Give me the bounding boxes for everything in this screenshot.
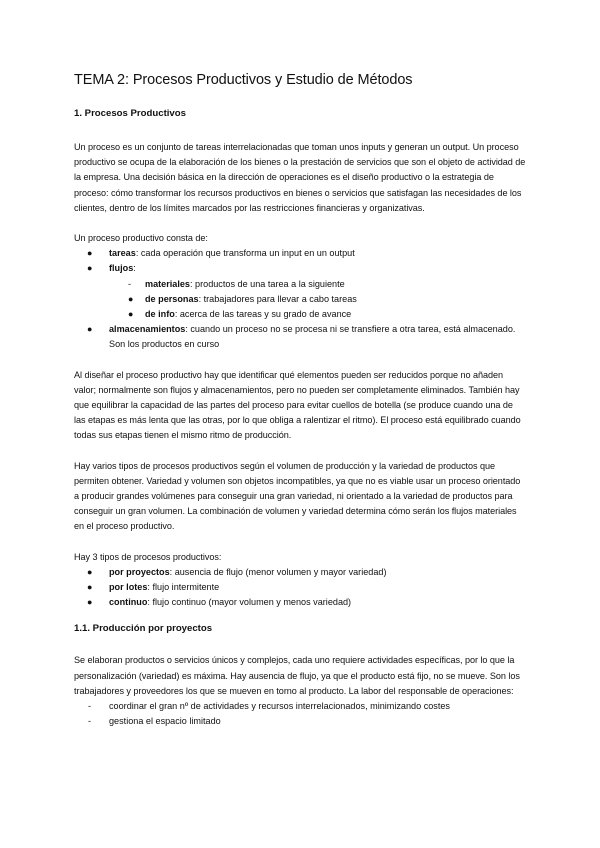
bullet-icon: ● [128,293,134,304]
list-item: ● flujos: [74,261,526,276]
bullet-icon: ● [87,582,93,593]
bullet-icon: ● [128,309,134,320]
list-item: - gestiona el espacio limitado [74,714,526,729]
section-heading: 1. Procesos Productivos [74,108,186,119]
list-item: ● tareas: cada operación que transforma un input en un output [74,246,526,261]
list-item: ● almacenamientos: cuando un proceso no se procesa ni se transfiere a otra tarea, está almacenado. Son los productos en curso [87,324,516,350]
tasks-list [74,699,526,729]
bullet-icon: ● [87,566,93,577]
paragraph: Al diseñar el proceso productivo hay que identificar qué elementos pueden ser reducidos porque no añaden valor; normalmente son flujos y almacenamientos, pero no pueden ser completamente eliminados. También hay que equilibrar la capacidad de las partes del proceso para evitar cuellos de botella (se produce cuando una de las etapas es más lenta que las otras, por lo que obliga a ralentizar el ritmo). El proceso está equilibrado cuando todas sus etapas tienen el mismo ritmo de producción. [74,369,521,441]
types-list [74,565,526,611]
document-title: TEMA 2: Procesos Productivos y Estudio de Métodos [74,72,413,88]
list-item: ● de personas: trabajadores para llevar a cabo tareas [74,292,526,307]
bullet-icon: ● [87,597,93,608]
list-item: ● de info: acerca de las tareas y su grado de avance [74,307,526,322]
paragraph: Un proceso productivo consta de: [74,233,208,244]
list-item: - materiales: productos de una tarea a la siguiente [74,277,526,292]
paragraph: Un proceso es un conjunto de tareas interrelacionadas que toman unos inputs y generan un output. Un proceso productivo se ocupa de la elaboración de los bienes o la prestación de servicios que son el objeto de actividad de la empresa. Una decisión básica en la dirección de operaciones es el diseño productivo o la estrategia de proceso: cómo transformar los recursos productivos en bienes o servicios que satisfagan las necesidades de los clientes, dentro de los límites marcados por las restricciones financieras y organizativas. [74,142,526,213]
paragraph: Hay varios tipos de procesos productivos según el volumen de producción y la variedad de productos que permiten obtener. Variedad y volumen son objetos incompatibles, ya que no es viable usar un proceso orientado a producir grandes volúmenes para conseguir una gran variedad, ni orientado a la variedad de productos para conseguir un gran volumen. La combinación de volumen y variedad determina cómo serán los flujos materiales en el proceso productivo. [74,460,521,532]
subsection-heading: 1.1. Producción por proyectos [74,623,213,635]
list-item: ● por proyectos: ausencia de flujo (menor volumen y mayor variedad) [74,565,526,580]
dash-icon: - [88,716,92,727]
dash-icon: - [88,701,92,712]
dash-icon: - [128,278,132,289]
bullet-icon: ● [87,248,93,259]
list-item: ● por lotes: flujo intermitente [74,580,526,595]
paragraph: Se elaboran productos o servicios únicos y complejos, cada uno requiere actividades específicas, por lo que la personalización (variedad) es máxima. Hay ausencia de flujo, ya que el producto está fijo, no se mueve. Son los trabajadores y proveedores los que se mueven en torno al producto. La labor del responsable de operaciones: [74,655,520,696]
bullet-icon: ● [87,263,93,274]
bullet-icon: ● [87,324,93,335]
components-list [74,246,526,352]
list-item: ● continuo: flujo continuo (mayor volumen y menos variedad) [74,595,526,610]
list-item: - coordinar el gran nº de actividades y recursos interrelacionados, minimizando costes [74,699,526,714]
paragraph: Hay 3 tipos de procesos productivos: [74,551,222,562]
